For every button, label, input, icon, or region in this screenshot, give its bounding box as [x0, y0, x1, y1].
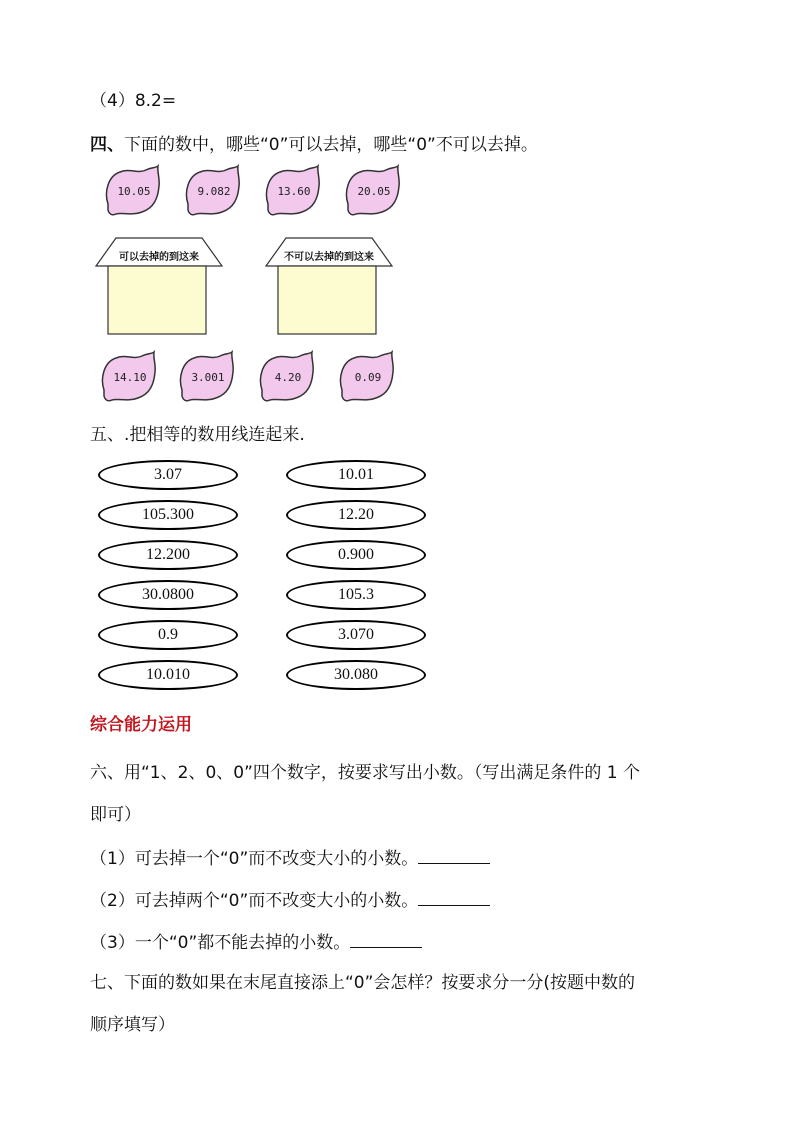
oval-right[interactable]: 12.20 — [286, 500, 426, 530]
leaf-card[interactable] — [102, 164, 166, 220]
oval-left[interactable]: 105.300 — [98, 500, 238, 530]
answer-blank[interactable] — [350, 933, 422, 948]
leaf-card[interactable] — [256, 350, 320, 406]
leaf-value: 9.082 — [197, 185, 231, 198]
oval-right[interactable]: 0.900 — [286, 540, 426, 570]
house-removable[interactable] — [94, 236, 224, 336]
section4-text: 下面的数中，哪些“0”可以去掉，哪些“0”不可以去掉。 — [124, 135, 538, 155]
section6-q3 — [90, 928, 422, 953]
answer-blank[interactable] — [418, 849, 490, 864]
heading-comprehensive: 综合能力运用 — [90, 715, 192, 735]
house-label: 不可以去掉的到这来 — [284, 252, 374, 263]
section6-q2 — [90, 886, 490, 911]
section6-intro-line1: 六、用“1、2、0、0”四个数字，按要求写出小数。（写出满足条件的 1 个 — [90, 763, 641, 783]
q2-text: （2）可去掉两个“0”而不改变大小的小数。 — [90, 891, 419, 911]
oval-right[interactable]: 10.01 — [286, 460, 426, 490]
oval-left[interactable]: 10.010 — [98, 660, 238, 690]
leaf-card[interactable] — [336, 350, 400, 406]
oval-right[interactable]: 105.3 — [286, 580, 426, 610]
oval-left[interactable]: 12.200 — [98, 540, 238, 570]
section6-intro-line2: 即可） — [90, 805, 141, 825]
oval-left[interactable]: 3.07 — [98, 460, 238, 490]
leaf-value: 4.20 — [274, 371, 302, 384]
leaf-card[interactable] — [262, 164, 326, 220]
oval-right[interactable]: 3.070 — [286, 620, 426, 650]
leaf-card[interactable] — [342, 164, 406, 220]
leaf-value: 10.05 — [117, 185, 151, 198]
oval-left[interactable]: 0.9 — [98, 620, 238, 650]
section7-line2: 顺序填写） — [90, 1015, 175, 1035]
leaf-value: 14.10 — [113, 371, 147, 384]
leaf-value: 3.001 — [191, 371, 225, 384]
leaf-value: 20.05 — [357, 185, 391, 198]
q3-text: （3）一个“0”都不能去掉的小数。 — [90, 933, 351, 953]
section6-q1 — [90, 844, 490, 869]
house-not-removable[interactable] — [264, 236, 394, 336]
oval-left[interactable]: 30.0800 — [98, 580, 238, 610]
section5-title: 五、.把相等的数用线连起来. — [90, 425, 305, 445]
house-label: 可以去掉的到这来 — [119, 252, 199, 263]
section4-title — [90, 130, 538, 155]
q4-item: （4）8.2= — [90, 91, 177, 111]
section7-line1: 七、下面的数如果在末尾直接添上“0”会怎样？按要求分一分(按题中数的 — [90, 973, 636, 993]
q1-text: （1）可去掉一个“0”而不改变大小的小数。 — [90, 849, 419, 869]
leaf-card[interactable] — [182, 164, 246, 220]
leaf-card[interactable] — [176, 350, 240, 406]
oval-right[interactable]: 30.080 — [286, 660, 426, 690]
leaf-card[interactable] — [98, 350, 162, 406]
leaf-value: 0.09 — [354, 371, 382, 384]
section4-number: 四、 — [90, 135, 124, 155]
answer-blank[interactable] — [418, 891, 490, 906]
leaf-value: 13.60 — [277, 185, 311, 198]
